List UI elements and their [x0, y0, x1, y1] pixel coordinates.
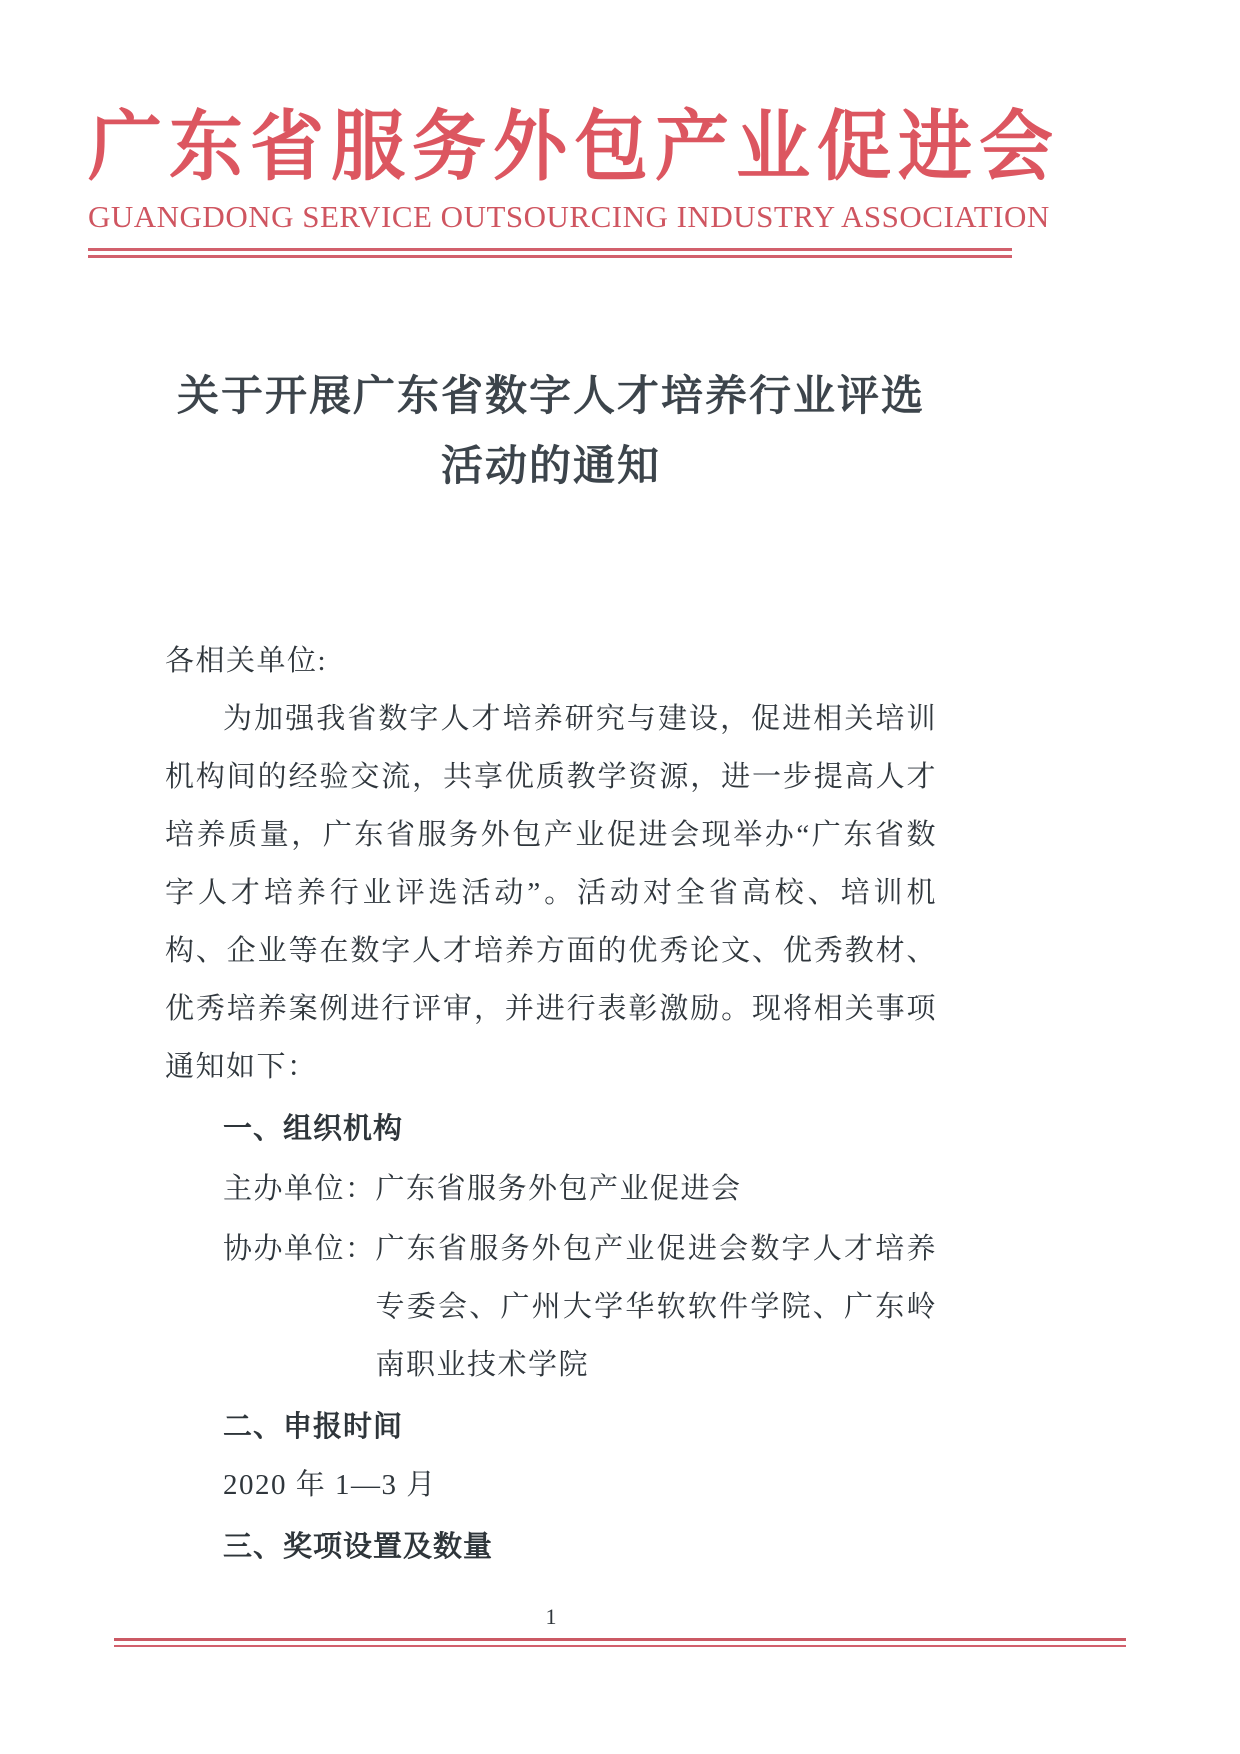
- host-organizer-label: 主办单位：: [223, 1173, 376, 1205]
- org-name-english: GUANGDONG SERVICE OUTSOURCING INDUSTRY ASSOCIATION: [88, 198, 1050, 234]
- intro-paragraph: 为加强我省数字人才培养研究与建设，促进相关培训机构间的经验交流，共享优质教学资源，进一步提高人才培养质量，广东省服务外包产业促进会现举办“广东省数字人才培养行业评选活动”。活动对全省高校、培训机构、企业等在数字人才培养方面的优秀论文、优秀教材、优秀培养案例进行评审，并进行表彰激励。现将相关事项通知如下：: [165, 703, 937, 1083]
- host-organizer-value: 广东省服务外包产业促进会: [375, 1173, 742, 1205]
- document-title-line1: 关于开展广东省数字人才培养行业评选: [176, 374, 925, 420]
- org-name-chinese: 广东省服务外包产业促进会: [88, 105, 1060, 191]
- document-title-line2: 活动的通知: [440, 444, 661, 490]
- letterhead-double-rule: [88, 248, 1012, 258]
- section-heading-2: 二、申报时间: [223, 1411, 404, 1443]
- application-period: 2020 年 1—3 月: [223, 1469, 437, 1501]
- document-title: [165, 362, 937, 502]
- co-organizer-label: 协办单位：: [223, 1233, 376, 1265]
- salutation: 各相关单位:: [165, 645, 328, 677]
- co-organizer-value: 广东省服务外包产业促进会数字人才培养专委会、广州大学华软软件学院、广东岭南职业技术学院: [375, 1233, 937, 1381]
- co-organizer-line: [165, 1220, 937, 1394]
- section-heading-3: 三、奖项设置及数量: [223, 1531, 494, 1563]
- footer-double-rule: [114, 1638, 1126, 1647]
- letterhead: [88, 100, 1060, 258]
- section-heading-1: 一、组织机构: [223, 1113, 404, 1145]
- page-number: 1: [545, 1604, 557, 1629]
- host-organizer-line: [165, 1160, 937, 1218]
- document-body: [165, 632, 937, 1576]
